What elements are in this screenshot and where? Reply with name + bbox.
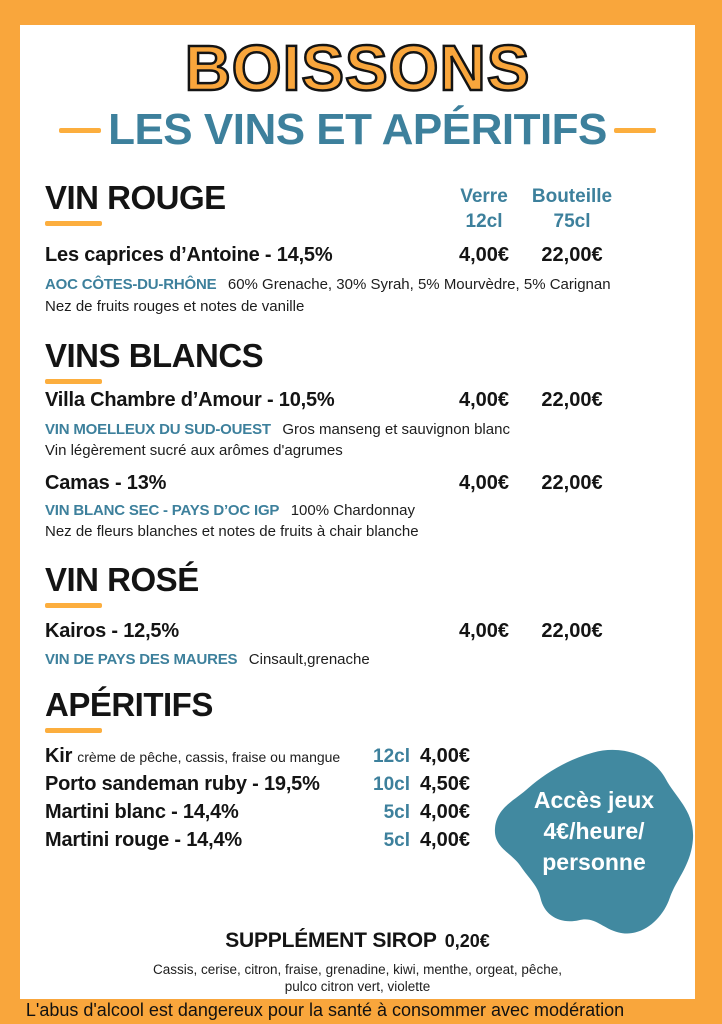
games-badge-line2: 4€/heure/ [543, 818, 645, 844]
section-vin-rouge-header [45, 179, 670, 232]
section-heading-aperitifs: APÉRITIFS [45, 686, 213, 723]
menu-content [20, 25, 695, 999]
section-vins-blancs-header [45, 338, 670, 384]
subtitle-right-dash [614, 128, 656, 133]
aperitif-name: Kir [45, 745, 73, 767]
subtitle-left-dash [59, 128, 101, 133]
aperitif-detail: crème de pêche, cassis, fraise ou mangue [77, 749, 341, 765]
wine-composition: Cinsault,grenache [248, 651, 370, 668]
page-subtitle: LES VINS ET APÉRITIFS [108, 105, 607, 154]
aperitif-name: Martini blanc - 14,4% [45, 801, 239, 823]
section-heading-vin-rouge: VIN ROUGE [45, 179, 226, 216]
heading-underline [45, 728, 102, 733]
column-header-bottle: Bouteille [531, 186, 613, 207]
games-badge-line3: personne [542, 849, 646, 875]
heading-underline [45, 603, 102, 608]
wine-item-row [45, 242, 670, 270]
wine-item-row [45, 387, 670, 415]
wine-appellation-line [45, 420, 670, 439]
wine-tasting-note: Vin légèrement sucré aux arômes d'agrumes [45, 442, 343, 459]
bottle-price: 22,00€ [541, 244, 603, 266]
games-badge-text [488, 785, 700, 878]
subtitle-row [45, 106, 670, 154]
wine-name: Kairos - 12,5% [45, 620, 179, 642]
glass-price: 4,00€ [458, 620, 510, 642]
bottle-price: 22,00€ [541, 620, 603, 642]
page-title: BOISSONS [184, 32, 531, 104]
column-header-glass-size: 12cl [465, 211, 503, 232]
wine-tasting-note: Nez de fleurs blanches et notes de fruits à chair blanche [45, 523, 419, 540]
aperitif-size: 5cl [383, 802, 410, 823]
glass-price: 4,00€ [458, 472, 510, 494]
wine-name: Camas - 13% [45, 472, 167, 494]
wine-appellation: VIN BLANC SEC - PAYS D’OC IGP [45, 502, 280, 519]
games-access-badge [488, 741, 700, 946]
sirop-flavors-line2: pulco citron vert, violette [284, 979, 431, 994]
sirop-flavors [45, 961, 670, 995]
wine-name: Villa Chambre d’Amour - 10,5% [45, 389, 335, 411]
alcohol-warning: L'abus d'alcool est dangereux pour la santé à consommer avec modération [25, 1000, 625, 1020]
wine-appellation: VIN DE PAYS DES MAURES [45, 651, 238, 668]
glass-price: 4,00€ [458, 244, 510, 266]
glass-price: 4,00€ [458, 389, 510, 411]
section-heading-vin-rose: VIN ROSÉ [45, 561, 199, 598]
wine-appellation: AOC CÔTES-DU-RHÔNE [45, 276, 217, 293]
wine-tasting-note: Nez de fruits rouges et notes de vanille [45, 298, 305, 315]
aperitif-size: 5cl [383, 830, 410, 851]
aperitif-name: Porto sandeman ruby - 19,5% [45, 773, 320, 795]
wine-appellation-line [45, 275, 670, 294]
sirop-flavors-line1: Cassis, cerise, citron, fraise, grenadine, kiwi, menthe, orgeat, pêche, [153, 962, 562, 977]
wine-composition: 60% Grenache, 30% Syrah, 5% Mourvèdre, 5% Carignan [227, 276, 611, 293]
aperitif-size: 12cl [373, 746, 410, 767]
heading-underline [45, 379, 102, 384]
wine-appellation-line [45, 501, 670, 520]
aperitif-price: 4,50€ [419, 773, 470, 795]
supplement-price: 0,20€ [444, 931, 490, 951]
bottle-price: 22,00€ [541, 389, 603, 411]
price-column-headers [45, 184, 670, 234]
column-header-glass: Verre [460, 186, 508, 207]
wine-composition: Gros manseng et sauvignon blanc [282, 421, 510, 438]
aperitif-name: Martini rouge - 14,4% [45, 829, 242, 851]
wine-composition: 100% Chardonnay [290, 502, 415, 519]
column-header-bottle-size: 75cl [553, 211, 591, 232]
section-aperitifs-header [45, 687, 670, 733]
wine-item-row [45, 618, 670, 646]
wine-appellation: VIN MOELLEUX DU SUD-OUEST [45, 421, 271, 438]
bottle-price: 22,00€ [541, 472, 603, 494]
section-heading-vins-blancs: VINS BLANCS [45, 337, 264, 374]
wine-appellation-line [45, 650, 670, 669]
aperitif-size: 10cl [373, 774, 410, 795]
wine-item-row [45, 470, 670, 498]
section-vin-rose-header [45, 562, 670, 608]
aperitif-price: 4,00€ [419, 829, 470, 851]
games-badge-line1: Accès jeux [533, 787, 655, 813]
supplement-title: SUPPLÉMENT SIROP [225, 929, 437, 952]
wine-name: Les caprices d’Antoine - 14,5% [45, 244, 333, 266]
aperitif-price: 4,00€ [419, 801, 470, 823]
aperitif-price: 4,00€ [419, 745, 470, 767]
